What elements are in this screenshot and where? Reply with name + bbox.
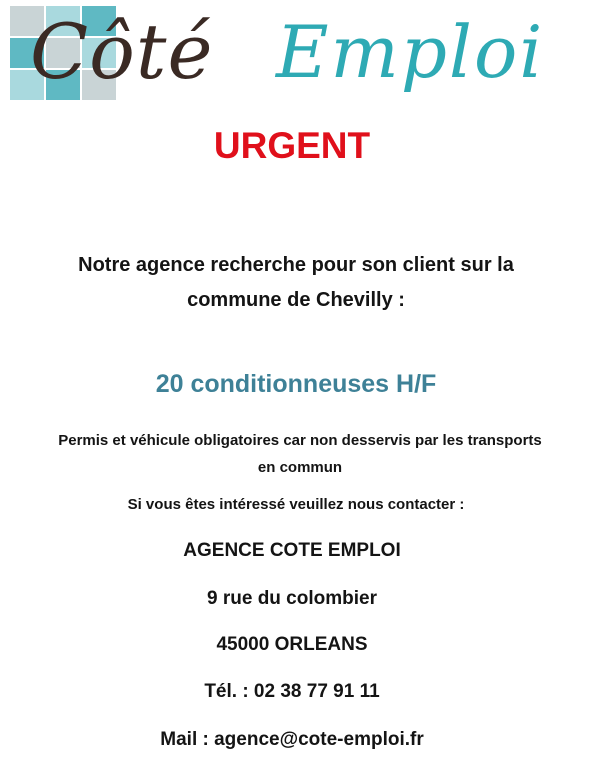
job-offer-title: 20 conditionneuses H/F <box>155 370 437 398</box>
contact-intro: Si vous êtes intéressé veuillez nous contacter : <box>127 496 465 513</box>
agency-mail[interactable]: Mail : agence@cote-emploi.fr <box>160 729 424 750</box>
agency-phone[interactable]: Tél. : 02 38 77 91 11 <box>204 681 380 702</box>
logo-word-cote: Côté <box>30 7 214 96</box>
logo-word-emploi: Emploi <box>276 10 545 94</box>
intro-line-1: Notre agence recherche pour son client sur la <box>78 254 514 276</box>
agency-city: 45000 ORLEANS <box>216 634 368 655</box>
logo <box>0 0 600 110</box>
agency-name: AGENCE COTE EMPLOI <box>183 540 401 561</box>
requirement-line-1: Permis et véhicule obligatoires car non desservis par les transports <box>58 432 542 449</box>
agency-street: 9 rue du colombier <box>207 588 377 609</box>
headline-urgent: URGENT <box>213 125 371 166</box>
requirement-line-2: en commun <box>257 459 343 476</box>
intro-text <box>0 248 596 318</box>
intro-line-2: commune de Chevilly : <box>187 289 405 311</box>
requirement-text <box>0 427 600 481</box>
